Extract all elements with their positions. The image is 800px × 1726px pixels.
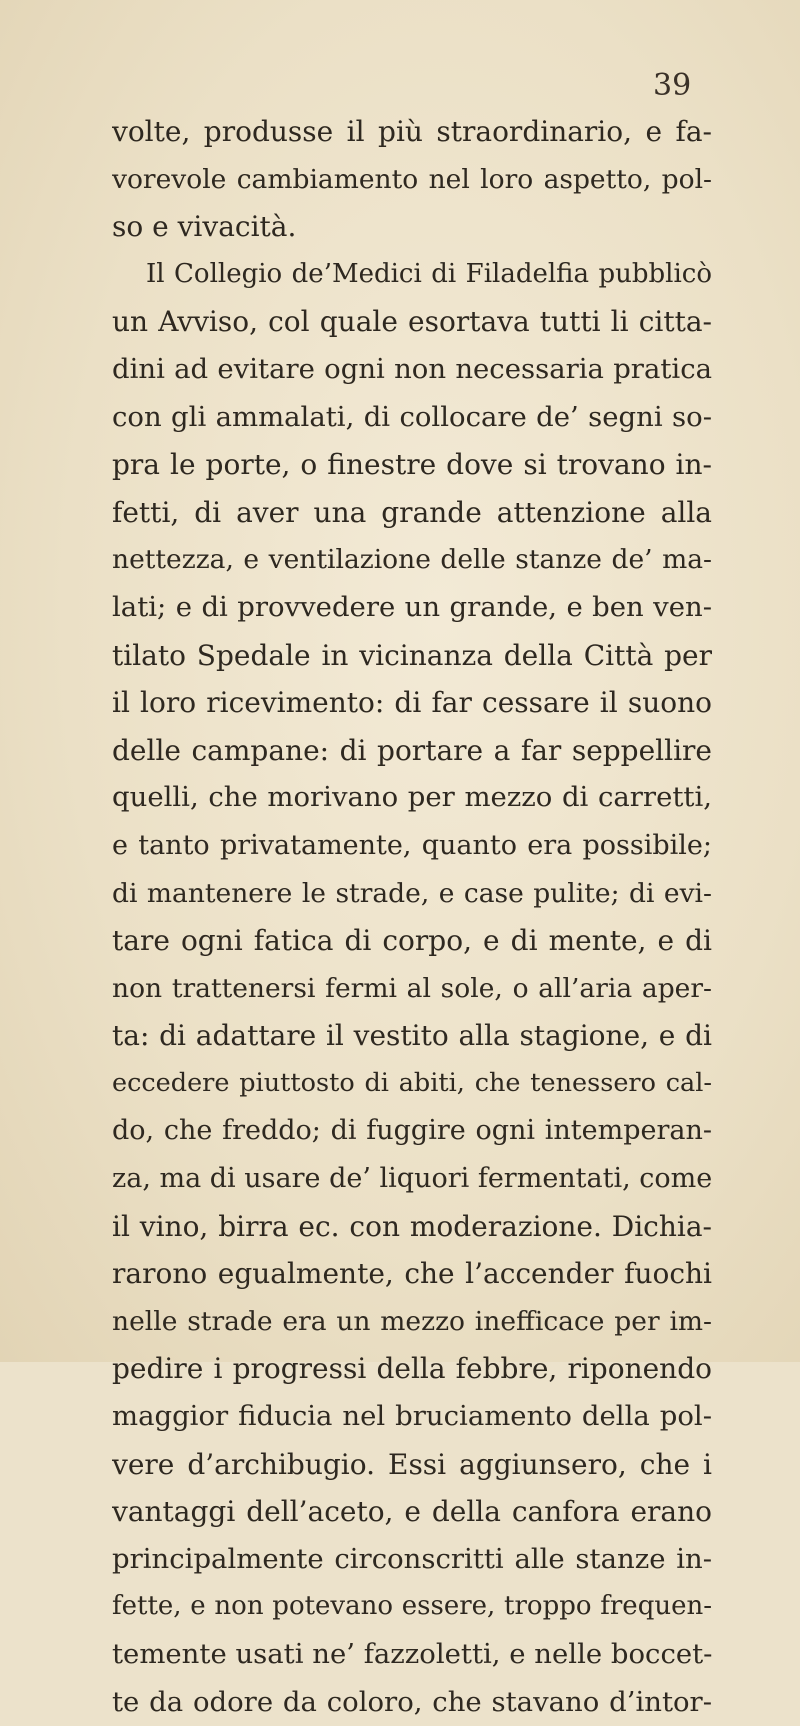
text-line: volte, produsse il più straordinario, e fa- xyxy=(112,115,712,148)
text-line: rarono egualmente, che l’accender fuochi xyxy=(112,1257,712,1291)
text-line: quelli, che morivano per mezzo di carretti, xyxy=(112,781,712,814)
text-line: fetti, di aver una grande attenzione alla xyxy=(112,495,712,529)
text-line: so e vivacità. xyxy=(112,210,297,244)
text-line: nettezza, e ventilazione delle stanze de’ ma- xyxy=(112,544,712,576)
text-line: tare ogni fatica di corpo, e di mente, e di xyxy=(112,924,712,958)
text-line: vorevole cambiamento nel loro aspetto, pol- xyxy=(112,163,712,195)
text-line: ta: di adattare il vestito alla stagione, e di xyxy=(112,1019,712,1053)
text-line: pra le porte, o finestre dove si trovano in- xyxy=(112,448,712,482)
text-line: non trattenersi fermi al sole, o all’aria aper- xyxy=(112,972,712,1004)
text-line: il vino, birra ec. con moderazione. Dichia- xyxy=(112,1209,712,1243)
text-line: vantaggi dell’aceto, e della canfora erano xyxy=(112,1495,712,1529)
text-line: za, ma di usare de’ liquori fermentati, come xyxy=(112,1163,712,1195)
text-line: Il Collegio de’Medici di Filadelfia pubblicò xyxy=(146,258,712,289)
text-line: te da odore da coloro, che stavano d’intor- xyxy=(112,1685,712,1718)
text-line: di mantenere le strade, e case pulite; di evi- xyxy=(112,877,712,909)
text-line: vere d’archibugio. Essi aggiunsero, che i xyxy=(112,1447,712,1481)
body-text xyxy=(112,108,712,1726)
text-line: nelle strade era un mezzo inefficace per im- xyxy=(112,1305,712,1337)
text-line: temente usati ne’ fazzoletti, e nelle boccet- xyxy=(112,1638,712,1670)
text-line: tilato Spedale in vicinanza della Città per xyxy=(112,638,712,672)
text-line: lati; e di provvedere un grande, e ben ven- xyxy=(112,590,712,623)
text-line: principalmente circonscritti alle stanze in- xyxy=(112,1542,712,1575)
text-line: e tanto privatamente, quanto era possibile; xyxy=(112,829,712,861)
text-line: maggior fiducia nel bruciamento della pol- xyxy=(112,1400,712,1433)
text-line: dini ad evitare ogni non necessaria pratica xyxy=(112,352,712,385)
text-line: fette, e non potevano essere, troppo frequen- xyxy=(112,1591,712,1622)
text-line: pedire i progressi della febbre, riponendo xyxy=(112,1352,712,1386)
text-line: delle campane: di portare a far seppellire xyxy=(112,733,712,767)
text-line: il loro ricevimento: di far cessare il suono xyxy=(112,686,712,720)
text-line: un Avviso, col quale esortava tutti li citta- xyxy=(112,305,712,339)
text-line: do, che freddo; di fuggire ogni intemperan- xyxy=(112,1115,712,1147)
text-line: eccedere piuttosto di abiti, che tenessero cal- xyxy=(112,1067,712,1098)
text-line: con gli ammalati, di collocare de’ segni so- xyxy=(112,400,712,433)
page-number: 39 xyxy=(653,68,692,103)
